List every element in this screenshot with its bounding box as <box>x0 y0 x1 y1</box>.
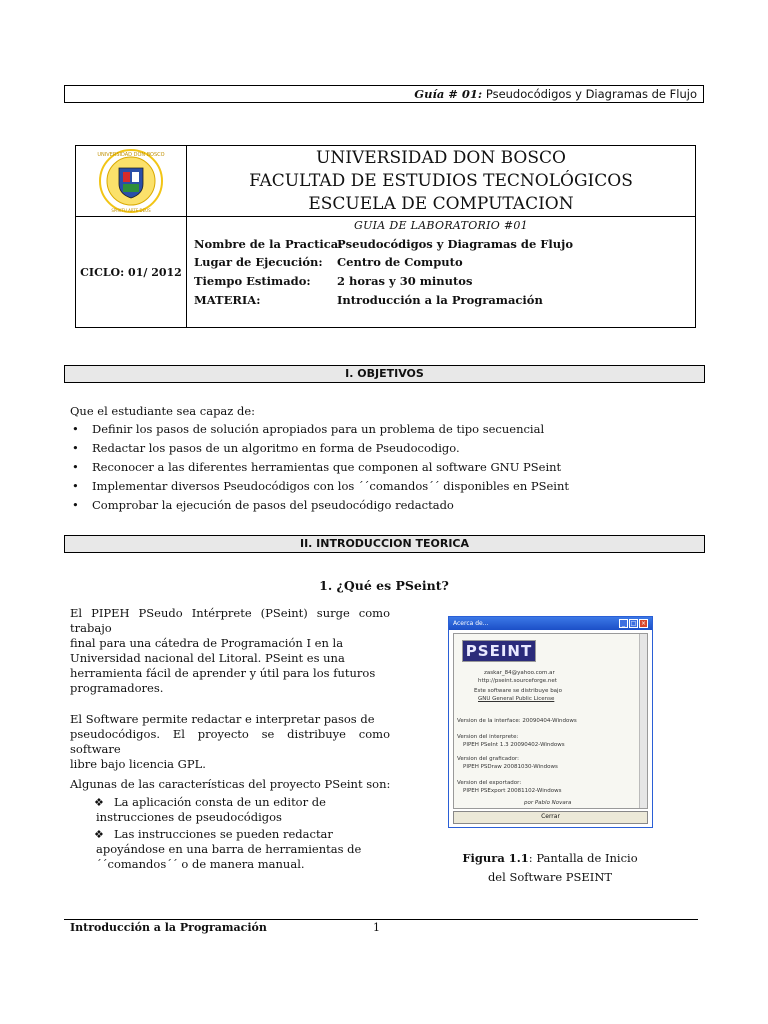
footer-course: Introducción a la Programación <box>70 921 267 934</box>
diamond-bullet-icon: ❖ <box>94 796 104 809</box>
info-key: Lugar de Ejecución: <box>194 255 323 269</box>
about-line: Version del graficador: <box>457 756 519 762</box>
info-value: Introducción a la Programación <box>337 293 543 307</box>
about-line: http://pseint.sourceforge.net <box>478 678 557 684</box>
pseint-about-screenshot <box>448 616 653 828</box>
info-key: Tiempo Estimado: <box>194 274 311 288</box>
page-number: 1 <box>373 921 380 934</box>
info-value: Centro de Computo <box>337 255 463 269</box>
about-line: Version del interprete: <box>457 734 519 740</box>
running-header <box>64 85 704 103</box>
svg-text:SPIRITU ARTE DEUS: SPIRITU ARTE DEUS <box>111 208 151 213</box>
about-line: PIPEH PSExport 20081102-Windows <box>463 788 562 794</box>
maximize-icon: □ <box>630 620 637 627</box>
subsection-title: 1. ¿Qué es PSeint? <box>319 578 449 593</box>
svg-text:UNIVERSIDAD DON BOSCO: UNIVERSIDAD DON BOSCO <box>97 152 165 158</box>
figure-caption: Figura 1.1: Pantalla de Inicio del Software PSEINT <box>462 851 638 884</box>
about-line: Version del exportador: <box>457 780 522 786</box>
about-line: PIPEH PSeInt 1.3 20090402-Windows <box>463 742 565 748</box>
ciclo-cell <box>76 217 187 327</box>
scrollbar <box>639 634 647 808</box>
section-heading-introduccion: II. INTRODUCCION TEORICA <box>64 535 705 553</box>
close-icon: × <box>640 620 647 627</box>
info-value: Pseudocódigos y Diagramas de Flujo <box>337 237 573 251</box>
about-line: por Pablo Novara <box>524 800 572 806</box>
paragraph-1: El PIPEH PSeudo Intérprete (PSeint) surge como trabajo final para una cátedra de Programación I en la Universidad nacional del Litoral. PSeint es una herramienta fácil de aprender y útil para los futuros programadores. <box>70 606 390 695</box>
about-content <box>453 633 648 809</box>
header-table <box>75 145 696 328</box>
paragraph-2: El Software permite redactar e interpretar pasos de pseudocódigos. El proyecto se distribuye como software libre bajo licencia GPL. <box>70 712 390 771</box>
list-item: • Definir los pasos de solución apropiados para un problema de tipo secuencial <box>72 422 545 436</box>
university-name: UNIVERSIDAD DON BOSCO <box>316 148 566 168</box>
info-key: Nombre de la Practica: <box>194 237 343 251</box>
info-key: MATERIA: <box>194 293 261 307</box>
pseint-logo: PSEINT <box>462 640 536 662</box>
about-line: Version de la interface: 20090404-Windows <box>457 718 577 724</box>
feature-item: ❖ Las instrucciones se pueden redactar apoyándose en una barra de herramientas de ´´comandos´´ o de manera manual. <box>94 827 362 871</box>
about-line: GNU General Public License <box>478 696 555 702</box>
guide-number: Guía # 01: <box>414 87 483 101</box>
guia-label: GUIA DE LABORATORIO #01 <box>354 219 528 232</box>
feature-item: ❖ La aplicación consta de un editor de instrucciones de pseudocódigos <box>94 795 326 824</box>
university-seal-icon <box>76 146 186 216</box>
minimize-icon: _ <box>619 619 628 628</box>
logo-cell <box>76 146 187 217</box>
figure-label: Figura 1.1 <box>462 851 529 865</box>
objectives-list <box>72 420 569 515</box>
about-line: zaskar_84@yahoo.com.ar <box>484 670 555 676</box>
institution-title <box>187 146 695 217</box>
info-value: 2 horas y 30 minutos <box>337 274 473 288</box>
practice-info <box>187 217 695 327</box>
guide-title: Pseudocódigos y Diagramas de Flujo <box>482 87 697 101</box>
ciclo-text: CICLO: 01/ 2012 <box>80 265 182 279</box>
cerrar-button: Cerrar <box>453 811 648 824</box>
diamond-bullet-icon: ❖ <box>94 828 104 841</box>
about-line: PIPEH PSDraw 20081030-Windows <box>463 764 558 770</box>
paragraph-3: Algunas de las características del proyecto PSeint son: <box>70 777 391 791</box>
list-item: • Implementar diversos Pseudocódigos con los ´´comandos´´ disponibles en PSeint <box>72 479 570 493</box>
about-line: Este software se distribuye bajo <box>474 688 562 694</box>
list-item: • Comprobar la ejecución de pasos del pseudocódigo redactado <box>72 498 454 512</box>
list-item: • Reconocer a las diferentes herramientas que componen al software GNU PSeint <box>72 460 562 474</box>
faculty-name: FACULTAD DE ESTUDIOS TECNOLÓGICOS <box>249 171 633 191</box>
footer-divider <box>64 919 698 920</box>
section-heading-objetivos: I. OBJETIVOS <box>64 365 705 383</box>
school-name: ESCUELA DE COMPUTACION <box>308 194 574 214</box>
window-titlebar: Acerca de... <box>449 617 652 630</box>
list-item: • Redactar los pasos de un algoritmo en forma de Pseudocodigo. <box>72 441 460 455</box>
objectives-intro: Que el estudiante sea capaz de: <box>70 404 256 418</box>
